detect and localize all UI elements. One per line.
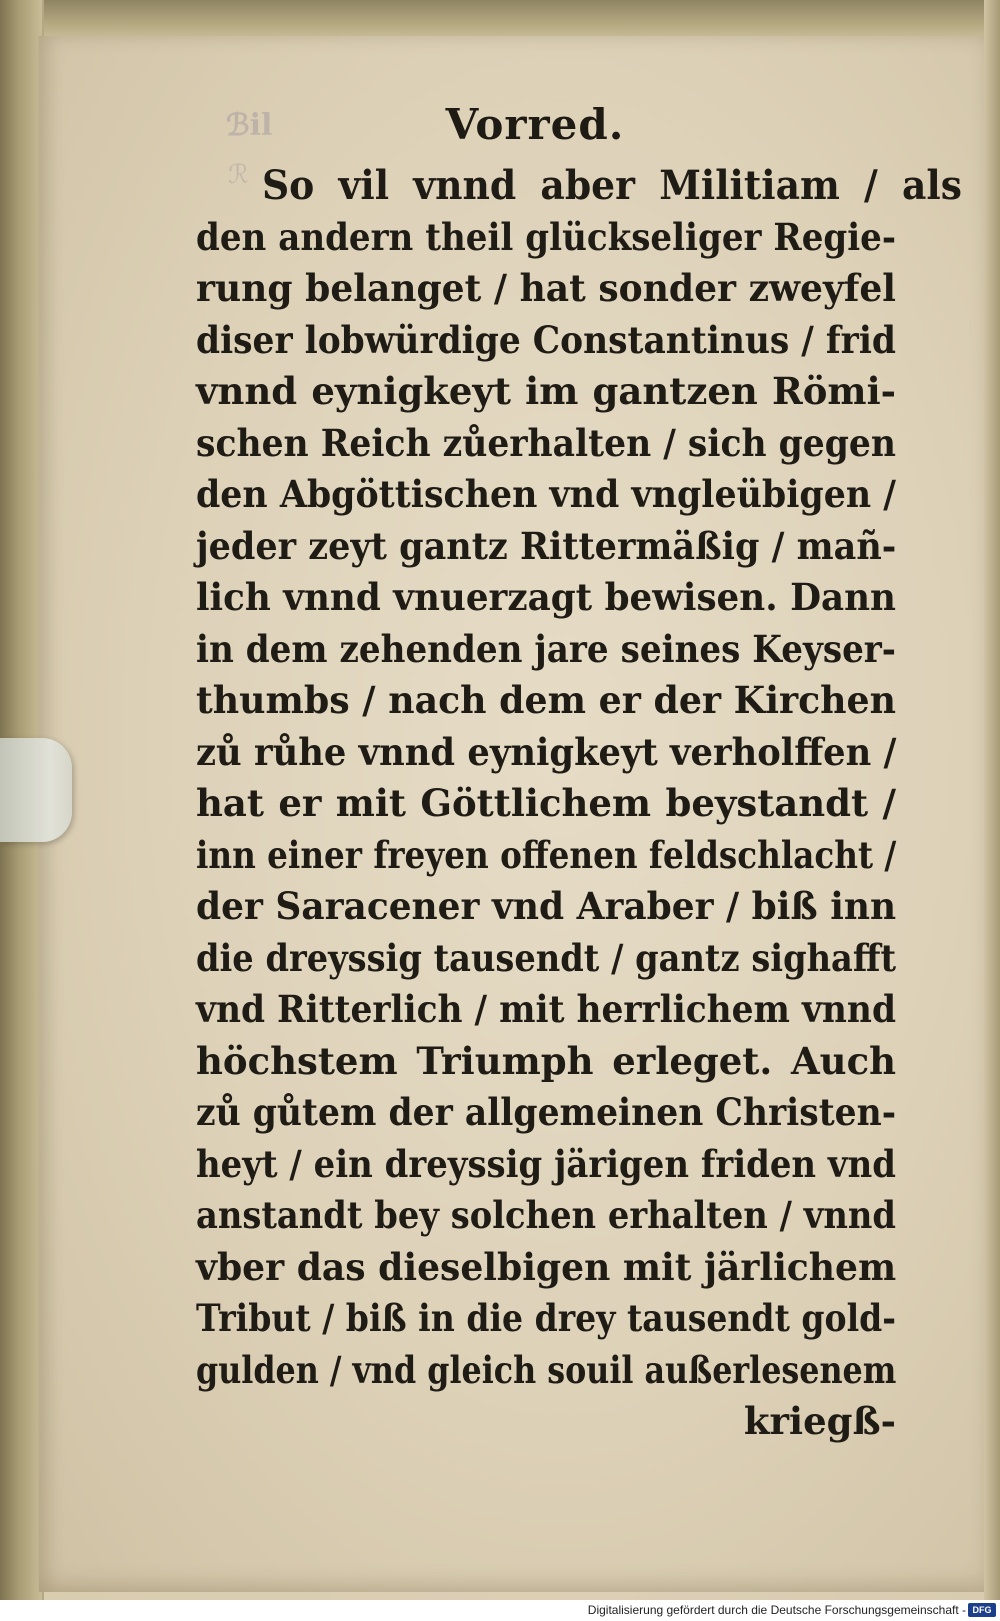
show-through-ghost-text-2: ℛ [228,160,249,190]
text-line: die dreyssig tausendt / gantz sighafft [196,935,896,980]
text-line: diser lobwürdige Constantinus / frid [196,317,896,362]
text-line: vnd Ritterlich / mit herrlichem vnnd [196,987,896,1031]
text-line: in dem zehenden jare seines Keyser- [196,626,896,671]
text-line: rung belanget / hat sonder zweyfel [196,266,896,310]
text-line: anstandt bey solchen erhalten / vnnd [196,1193,896,1237]
text-line: gulden / vnd gleich souil außerlesenem [196,1347,897,1392]
page-heading: Vorred. [445,100,625,149]
show-through-ghost-text: ℬil [226,108,273,143]
text-line: den Abgöttischen vnd vngleübigen / [196,472,896,516]
text-line: höchstem Triumph erleget. Auch [196,1038,896,1083]
book-right-edge [984,0,1000,1600]
dfg-logo: DFG [968,1603,996,1617]
text-line: lich vnnd vnuerzagt bewisen. Dann [196,575,896,619]
catchword: kriegß- [743,1399,896,1443]
text-line: thumbs / nach dem er der Kirchen [196,678,896,722]
text-line: heyt / ein dreyssig järigen friden vnd [196,1141,896,1186]
text-line: jeder zeyt gantz Rittermäßig / mañ- [196,523,897,568]
text-line: zů růhe vnnd eynigkeyt verholffen / [196,729,897,774]
funding-credit: Digitalisierung gefördert durch die Deutsche Forschungsgemeinschaft - [587,1603,966,1617]
text-line: So vil vnnd aber Militiam / als [261,162,962,209]
text-line: Tribut / biß in die drey tausendt gold- [196,1296,896,1340]
text-line: der Saracener vnd Araber / biß inn [196,884,897,928]
text-line: zů gůtem der allgemeinen Christen- [196,1090,897,1134]
book-top-edge [0,0,1000,38]
text-line: inn einer freyen offenen feldschlacht / [196,832,897,877]
digitization-footer [0,1600,1000,1621]
text-line: vber das dieselbigen mit järlichem [196,1244,897,1289]
body-text [196,160,962,1448]
text-line: schen Reich zůerhalten / sich gegen [196,420,896,465]
text-line: den andern theil glückseliger Regie- [196,214,896,259]
text-line: vnnd eynigkeyt im gantzen Römi- [196,369,896,413]
text-line: hat er mit Göttlichem beystandt / [196,781,896,825]
page-tab-marker [0,738,72,842]
